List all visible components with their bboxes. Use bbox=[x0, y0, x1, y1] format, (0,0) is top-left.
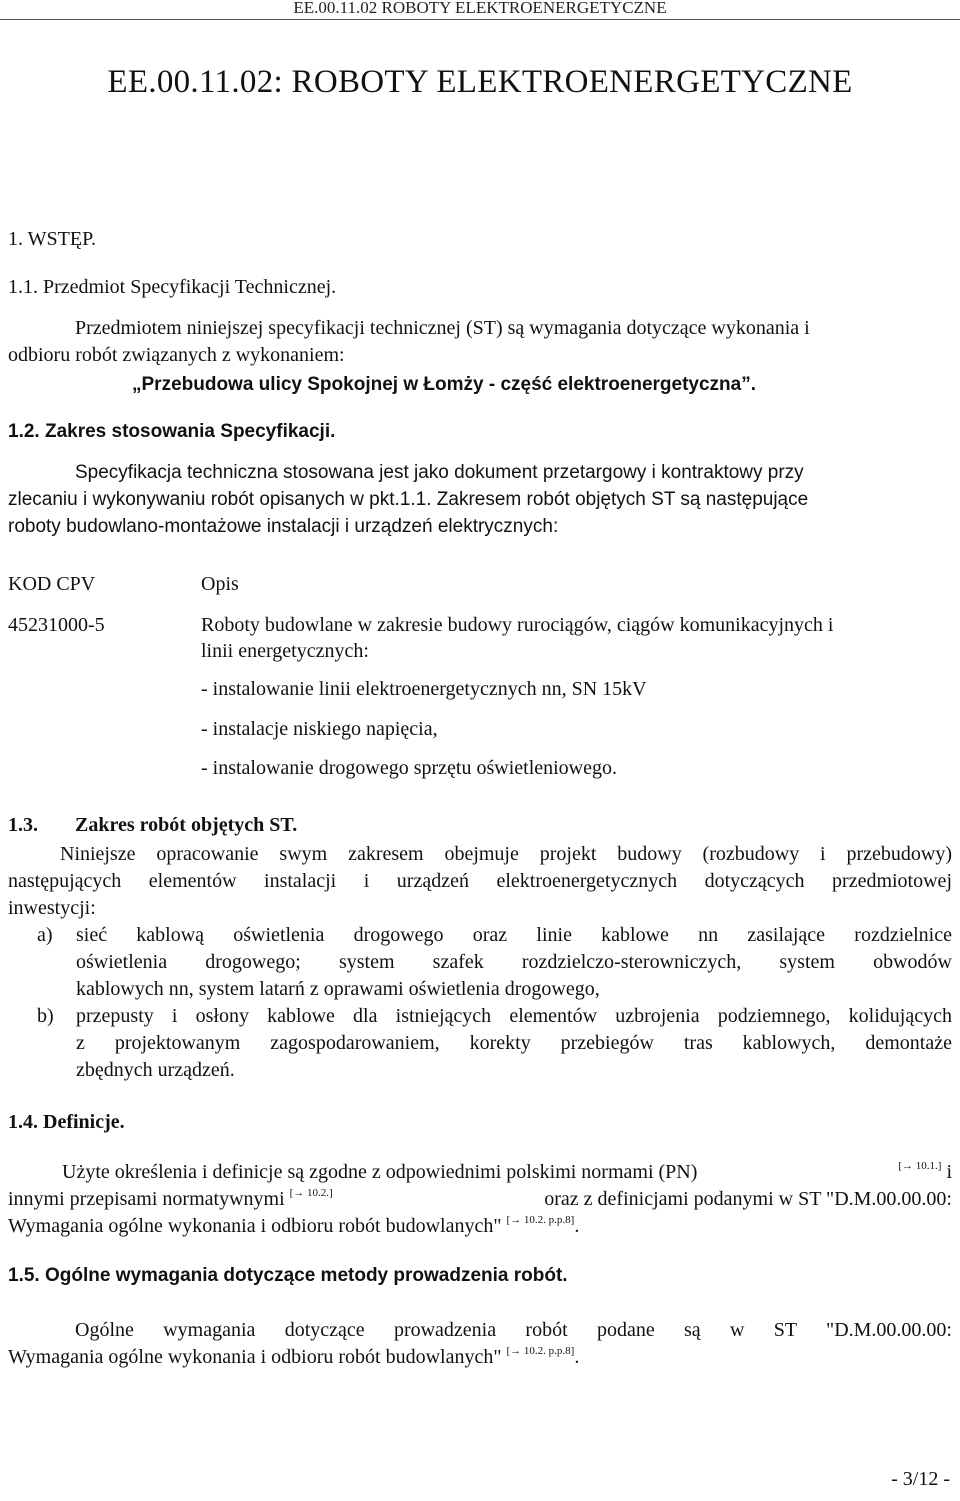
cpv-description-line-1: Roboty budowlane w zakresie budowy rurociągów, ciągów komunikacyjnych i bbox=[201, 614, 834, 636]
list-item-a-line-1: sieć kablową oświetlenia drogowego oraz linie kablowe nn zasilające rozdzielnice bbox=[76, 924, 952, 946]
section-1-5-line-2 bbox=[8, 1344, 579, 1371]
list-item-b-line-2: z projektowanym zagospodarowaniem, korekty przebiegów tras kablowych, demontaże bbox=[76, 1032, 952, 1054]
page-number: - 3/12 - bbox=[891, 1468, 950, 1490]
list-item-a-line-3: kablowych nn, system latarń z oprawami oświetlenia drogowego, bbox=[76, 978, 600, 1000]
line-text: oraz z definicjami podanymi w ST "D.M.00.00.00: bbox=[544, 1188, 952, 1210]
cpv-code: 45231000-5 bbox=[8, 614, 105, 636]
section-1-3-line-3: inwestycji: bbox=[8, 897, 96, 919]
list-item-b-line-1: przepusty i osłony kablowe dla istniejących elementów uzbrojenia podziemnego, kolidujących bbox=[76, 1005, 952, 1027]
section-1-2-line-3: roboty budowlano-montażowe instalacji i urządzeń elektrycznych: bbox=[8, 516, 559, 537]
cpv-item: - instalacje niskiego napięcia, bbox=[201, 718, 438, 740]
section-1-1-line-2: odbioru robót związanych z wykonaniem: bbox=[8, 344, 345, 366]
line-text: . bbox=[574, 1215, 580, 1237]
section-1-2-heading: 1.2. Zakres stosowania Specyfikacji. bbox=[8, 421, 336, 442]
header-rule bbox=[0, 19, 960, 20]
cpv-item: - instalowanie drogowego sprzętu oświetleniowego. bbox=[201, 757, 618, 779]
section-1-4-line-1 bbox=[62, 1159, 952, 1186]
cpv-column-code: KOD CPV bbox=[8, 573, 96, 595]
section-1-2-line-1: Specyfikacja techniczna stosowana jest jako dokument przetargowy i kontraktowy przy bbox=[75, 462, 804, 483]
section-1-1-line-1: Przedmiotem niniejszej specyfikacji technicznej (ST) są wymagania dotyczące wykonania i bbox=[75, 317, 810, 339]
reference-superscript: [→ 10.2.] bbox=[289, 1187, 333, 1199]
line-text: Użyte określenia i definicje są zgodne z odpowiednimi polskimi normami (PN) bbox=[62, 1161, 698, 1183]
line-text: Wymagania ogólne wykonania i odbioru robót budowlanych" bbox=[8, 1215, 502, 1237]
cpv-description-line-2: linii energetycznych: bbox=[201, 640, 369, 662]
list-item-a-line-2: oświetlenia drogowego; system szafek rozdzielczo-sterowniczych, system obwodów bbox=[76, 951, 952, 973]
section-1-5-line-1: Ogólne wymagania dotyczące prowadzenia robót podane są w ST "D.M.00.00.00: bbox=[75, 1319, 952, 1341]
section-1-4-line-2 bbox=[8, 1186, 952, 1213]
project-title: „Przebudowa ulicy Spokojnej w Łomży - część elektroenergetyczna”. bbox=[132, 374, 757, 395]
reference-superscript: [→ 10.2. p.p.8] bbox=[506, 1214, 575, 1226]
line-text: Wymagania ogólne wykonania i odbioru robót budowlanych" bbox=[8, 1346, 502, 1368]
line-text: . bbox=[574, 1346, 580, 1368]
section-1-1-heading: 1.1. Przedmiot Specyfikacji Technicznej. bbox=[8, 276, 337, 298]
section-1-5-heading: 1.5. Ogólne wymagania dotyczące metody prowadzenia robót. bbox=[8, 1265, 568, 1286]
document-title: EE.00.11.02: ROBOTY ELEKTROENERGETYCZNE bbox=[107, 64, 853, 100]
section-1-3-number: 1.3. bbox=[8, 814, 38, 836]
cpv-item: - instalowanie linii elektroenergetycznych nn, SN 15kV bbox=[201, 678, 647, 700]
line-text: innymi przepisami normatywnymi bbox=[8, 1188, 285, 1210]
section-1-4-line-3 bbox=[8, 1213, 579, 1240]
section-1-4-heading: 1.4. Definicje. bbox=[8, 1111, 125, 1133]
line-text: i bbox=[946, 1161, 952, 1183]
cpv-column-description: Opis bbox=[201, 573, 239, 595]
section-1-2-line-2: zlecaniu i wykonywaniu robót opisanych w pkt.1.1. Zakresem robót objętych ST są następujące bbox=[8, 489, 809, 510]
section-1-3-line-2: następujących elementów instalacji i urządzeń elektroenergetycznych dotyczących przedmiotowej bbox=[8, 870, 952, 892]
section-1-heading: 1. WSTĘP. bbox=[8, 228, 96, 250]
running-header: EE.00.11.02 ROBOTY ELEKTROENERGETYCZNE bbox=[293, 0, 667, 17]
list-marker-b: b) bbox=[37, 1005, 54, 1027]
section-1-3-heading: Zakres robót objętych ST. bbox=[75, 814, 298, 836]
list-item-b-line-3: zbędnych urządzeń. bbox=[76, 1059, 235, 1081]
reference-superscript: [→ 10.1.] bbox=[898, 1160, 942, 1172]
reference-superscript: [→ 10.2. p.p.8] bbox=[506, 1345, 575, 1357]
section-1-3-line-1: Niniejsze opracowanie swym zakresem obejmuje projekt budowy (rozbudowy i przebudowy) bbox=[60, 843, 952, 865]
list-marker-a: a) bbox=[37, 924, 53, 946]
